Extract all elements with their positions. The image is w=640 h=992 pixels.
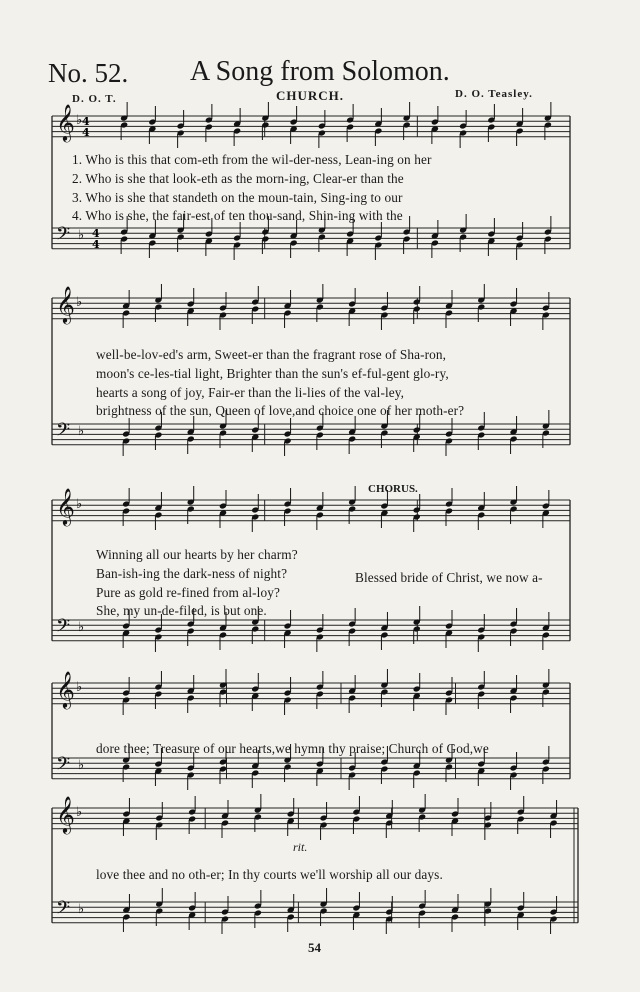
system-1-treble-clef: 𝄞: [56, 103, 75, 141]
verse-2-line-3: Ban-ish-ing the dark-ness of night?: [96, 566, 288, 581]
time-signature-bass: 4: [92, 238, 100, 251]
chorus-line-1: Blessed bride of Christ, we now a-: [355, 570, 543, 585]
system-3-bass-clef: 𝄢: [56, 616, 71, 641]
system-4-treble-clef-flat: ♭: [76, 680, 83, 695]
verse-3-line-3: Pure as gold re-fined from al-loy?: [96, 585, 280, 600]
words-author: D. O. T.: [72, 93, 117, 105]
system-2-treble-clef-flat: ♭: [76, 295, 83, 310]
verse-3-line-2: hearts a song of joy, Fair-er than the li-lies of the val-ley,: [96, 385, 405, 400]
verse-4-line-2: brightness of the sun, Queen of love,and choice one of her moth-er?: [96, 403, 465, 418]
tune-name: CHURCH.: [276, 88, 345, 103]
chorus-line-2: dore thee; Treasure of our hearts,we hymn thy praise; Church of God,we: [96, 741, 489, 756]
system-3-treble-clef: 𝄞: [56, 487, 75, 525]
system-5-treble-clef: 𝄞: [56, 795, 75, 833]
verse-3-line-1: 3. Who is she that standeth on the moun-tain, Sing-ing to our: [72, 190, 403, 205]
system-5-bass-clef-flat: ♭: [78, 902, 85, 917]
hymn-title: A Song from Solomon.: [190, 56, 450, 87]
verse-2-line-2: moon's ce-les-tial light, Brighter than the sun's ef-ful-gent glo-ry,: [96, 366, 449, 381]
system-5-bass-clef: 𝄢: [56, 898, 71, 923]
verse-4-line-1: 4. Who is she, the fair-est of ten thou-sand, Shin-ing with the: [72, 208, 403, 223]
system-1-bass-clef: 𝄢: [56, 224, 71, 249]
system-2-bass-clef-flat: ♭: [78, 424, 85, 439]
time-signature-treble: 4: [82, 115, 90, 128]
verse-1-line-1: 1. Who is this that com-eth from the wil-der-ness, Lean-ing on her: [72, 152, 432, 167]
music-author: D. O. Teasley.: [455, 88, 533, 100]
chorus-line-3: love thee and no oth-er; In thy courts we'll worship all our days.: [96, 867, 443, 882]
page-number: 54: [308, 940, 321, 955]
system-2-bass-clef: 𝄢: [56, 420, 71, 445]
system-4-treble-clef: 𝄞: [56, 670, 75, 708]
system-3-treble-clef-flat: ♭: [76, 497, 83, 512]
time-signature-bass: 4: [92, 227, 100, 240]
system-5-treble-clef-flat: ♭: [76, 805, 83, 820]
system-1-treble-clef-flat: ♭: [76, 113, 83, 128]
system-1-bass-clef-flat: ♭: [78, 228, 85, 243]
system-4-bass-clef-flat: ♭: [78, 758, 85, 773]
system-4-bass-clef: 𝄢: [56, 754, 71, 779]
chorus-label: CHORUS.: [368, 483, 418, 495]
system-3-bass-clef-flat: ♭: [78, 620, 85, 635]
verse-1-line-3: Winning all our hearts by her charm?: [96, 547, 298, 562]
verse-1-line-2: well-be-lov-ed's arm, Sweet-er than the fragrant rose of Sha-ron,: [96, 347, 447, 362]
verse-4-line-3: She, my un-de-filed, is but one.: [96, 603, 267, 618]
hymn-number: No. 52.: [48, 58, 129, 88]
system-2-treble-clef: 𝄞: [56, 285, 75, 323]
verse-2-line-1: 2. Who is she that look-eth as the morn-ing, Clear-er than the: [72, 171, 404, 186]
time-signature-treble: 4: [82, 126, 90, 139]
tempo-marking: rit.: [293, 840, 308, 854]
